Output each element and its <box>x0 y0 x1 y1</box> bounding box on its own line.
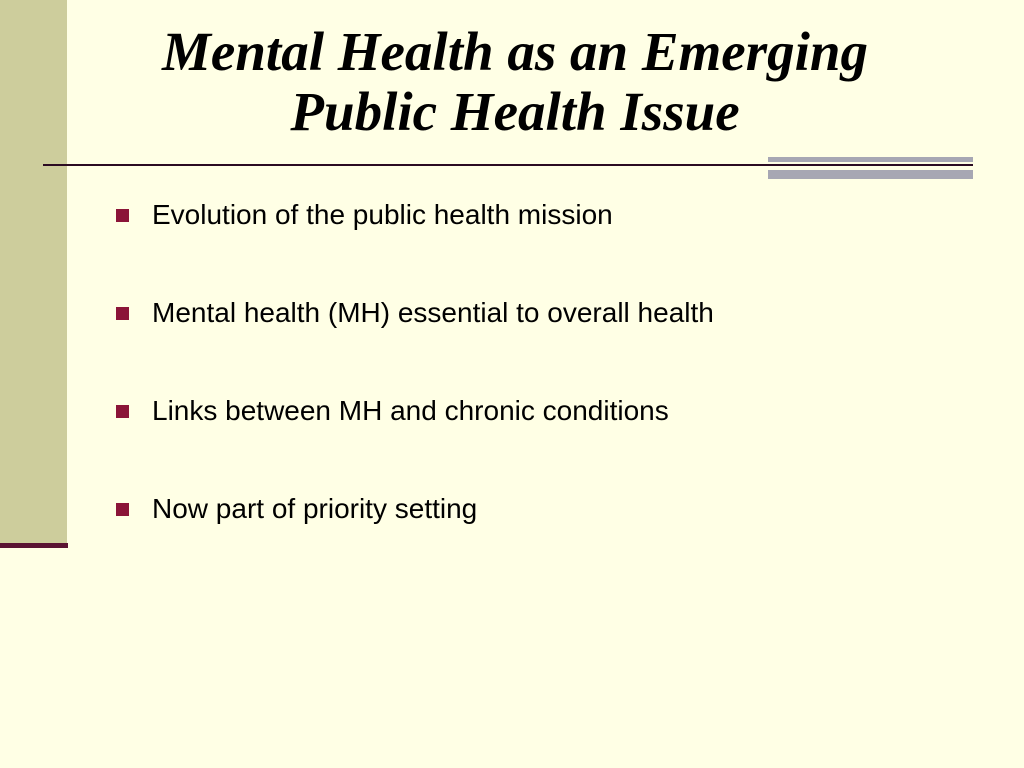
square-bullet-icon <box>116 405 129 418</box>
bullet-list <box>116 193 714 585</box>
title-line-2: Public Health Issue <box>290 81 740 142</box>
square-bullet-icon <box>116 307 129 320</box>
left-accent-bar <box>0 543 68 548</box>
bullet-item <box>116 193 714 237</box>
bullet-item <box>116 389 714 433</box>
bullet-text: Links between MH and chronic conditions <box>152 395 669 426</box>
square-bullet-icon <box>116 209 129 222</box>
left-decorative-band <box>0 0 67 545</box>
bullet-text: Mental health (MH) essential to overall health <box>152 297 714 328</box>
slide-title <box>70 22 960 142</box>
bullet-text: Evolution of the public health mission <box>152 199 613 230</box>
decorative-gray-bar-top <box>768 157 973 162</box>
bullet-text: Now part of priority setting <box>152 493 478 524</box>
title-line-1: Mental Health as an Emerging <box>162 21 868 82</box>
bullet-item <box>116 487 714 531</box>
decorative-gray-bar-bottom <box>768 170 973 179</box>
square-bullet-icon <box>116 503 129 516</box>
title-divider <box>43 164 973 166</box>
bullet-item <box>116 291 714 335</box>
